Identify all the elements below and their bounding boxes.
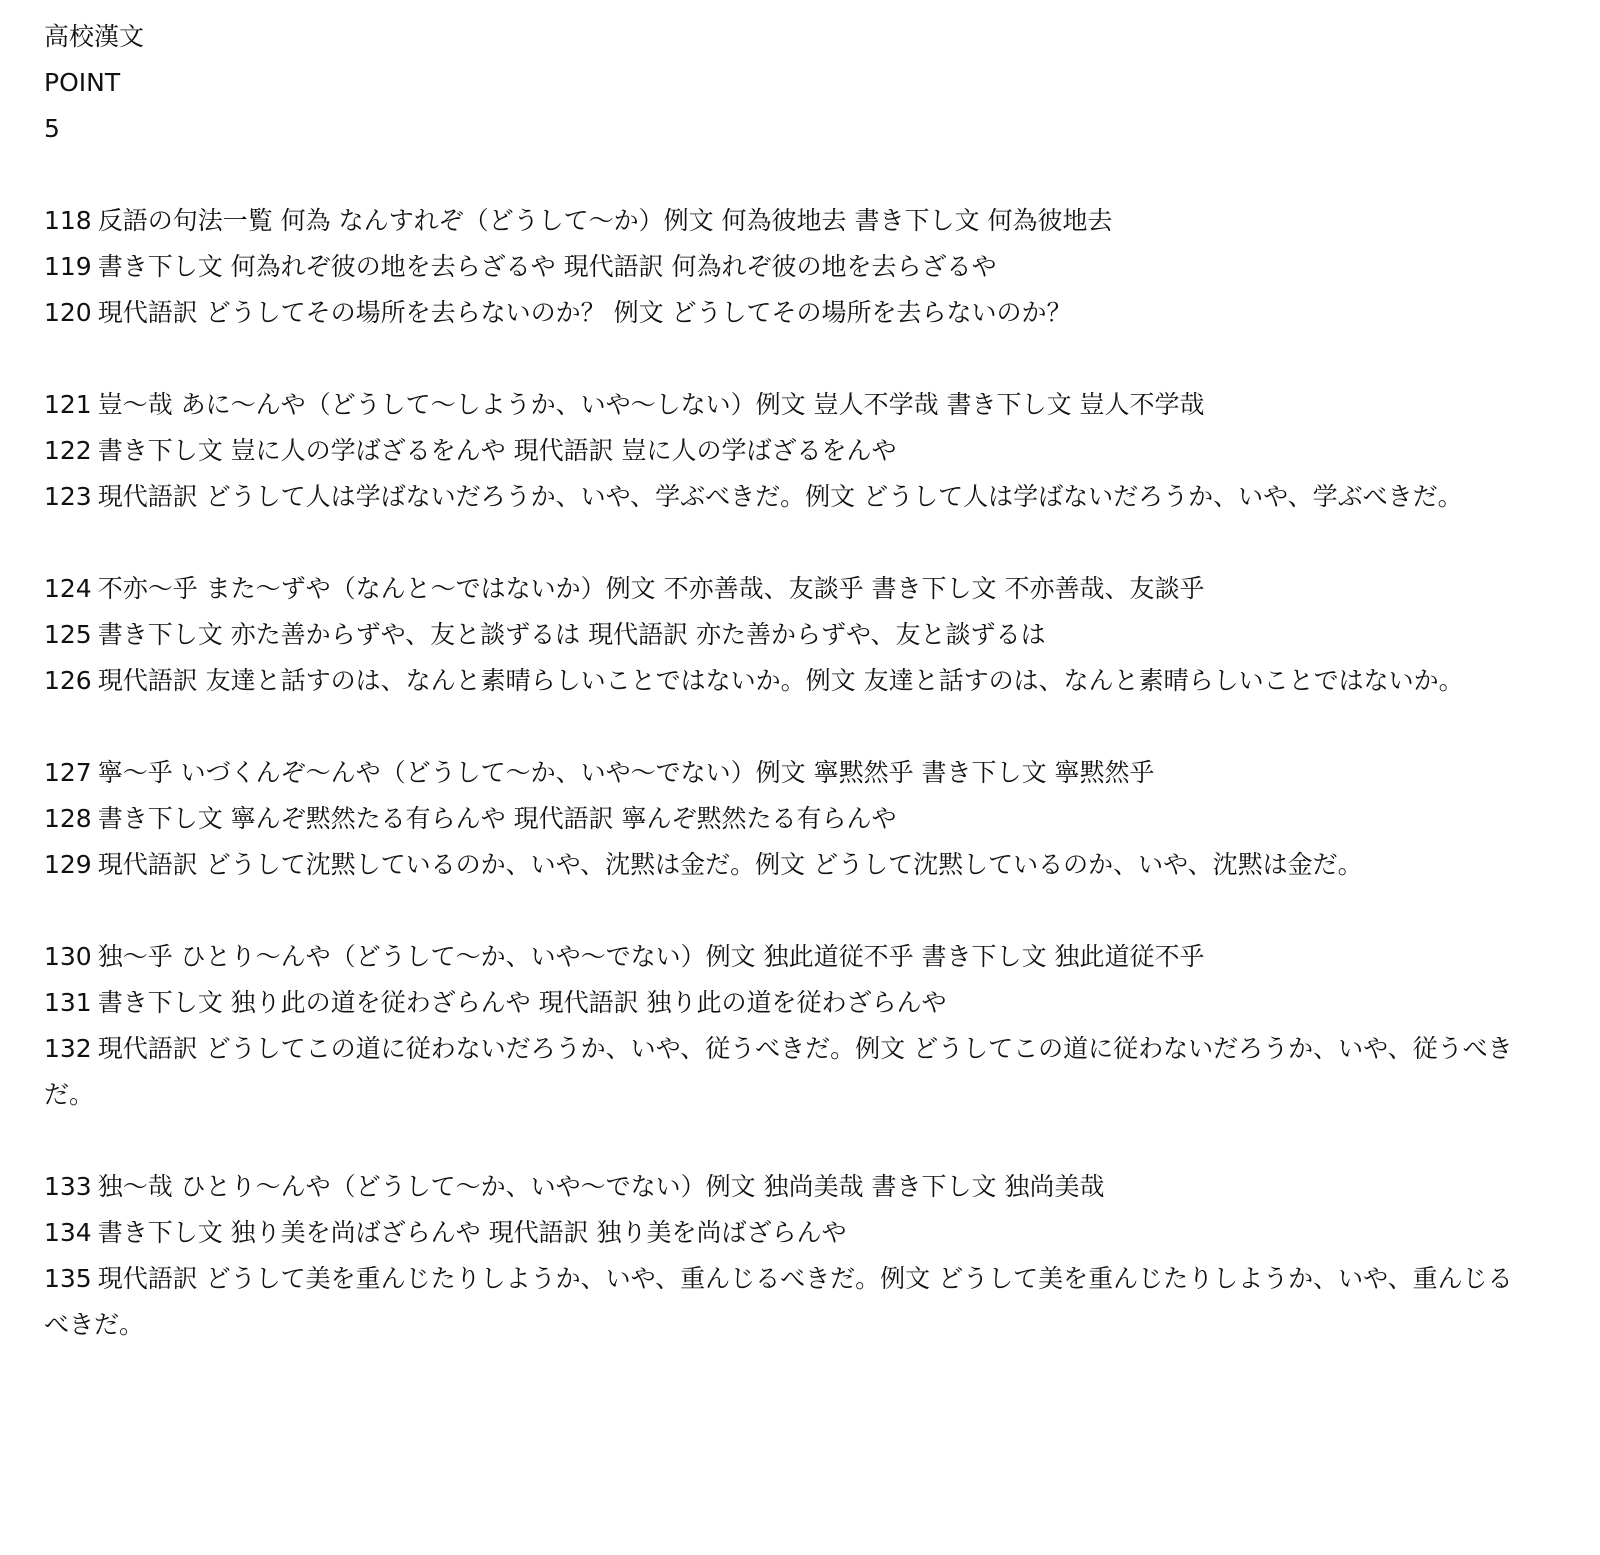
line-number: 123 [44,482,92,511]
line-number: 120 [44,298,92,327]
numbered-line [44,1164,1514,1210]
numbered-line [44,1026,1514,1118]
line-text: 書き下し文 亦た善からずや、友と談ずるは 現代語訳 亦た善からずや、友と談ずるは [97,620,1046,649]
line-text: 現代語訳 どうしてその場所を去らないのか？ 例文 どうしてその場所を去らないのか？ [97,298,1072,327]
numbered-line [44,980,1514,1026]
line-number: 131 [44,988,92,1017]
line-number: 126 [44,666,92,695]
line-text: 書き下し文 独り美を尚ばざらんや 現代語訳 独り美を尚ばざらんや [97,1218,847,1247]
grammar-group-nanzurezo [44,198,1556,336]
numbered-line [44,290,1514,336]
numbered-line [44,1210,1514,1256]
line-text: 独〜哉 ひとり〜んや（どうして〜か、いや〜でない）例文 独尚美哉 書き下し文 独尚美哉 [97,1172,1105,1201]
numbered-line [44,198,1514,244]
line-text: 書き下し文 豈に人の学ばざるをんや 現代語訳 豈に人の学ばざるをんや [97,436,897,465]
line-number: 133 [44,1172,92,1201]
numbered-line [44,382,1514,428]
numbered-line [44,934,1514,980]
numbered-line [44,474,1514,520]
document-header [44,14,1556,152]
line-text: 現代語訳 どうして美を重んじたりしようか、いや、重んじるべきだ。例文 どうして美を重んじたりしようか、いや、重んじるべきだ。 [44,1264,1513,1339]
line-number: 119 [44,252,92,281]
numbered-line [44,750,1514,796]
line-number: 128 [44,804,92,833]
line-number: 122 [44,436,92,465]
numbered-line [44,842,1514,888]
numbered-line [44,796,1514,842]
line-text: 書き下し文 独り此の道を従わざらんや 現代語訳 独り此の道を従わざらんや [97,988,947,1017]
line-text: 現代語訳 どうしてこの道に従わないだろうか、いや、従うべきだ。例文 どうしてこの道に従わないだろうか、いや、従うべきだ。 [44,1034,1513,1109]
grammar-group-izukunzo [44,750,1556,888]
grammar-group-hitori-kana [44,1164,1556,1348]
point-label: POINT [44,68,121,97]
line-number: 130 [44,942,92,971]
grammar-group-mata-zuya [44,566,1556,704]
line-number: 127 [44,758,92,787]
line-number: 121 [44,390,92,419]
grammar-group-ani [44,382,1556,520]
line-number: 118 [44,206,92,235]
numbered-line [44,244,1514,290]
line-number: 124 [44,574,92,603]
line-text: 反語の句法一覧 何為 なんすれぞ（どうして〜か）例文 何為彼地去 書き下し文 何為彼地去 [97,206,1113,235]
line-number: 125 [44,620,92,649]
line-text: 現代語訳 友達と話すのは、なんと素晴らしいことではないか。例文 友達と話すのは、なんと素晴らしいことではないか。 [97,666,1464,695]
line-text: 不亦〜乎 また〜ずや（なんと〜ではないか）例文 不亦善哉、友談乎 書き下し文 不亦善哉、友談乎 [97,574,1205,603]
numbered-line [44,428,1514,474]
line-text: 書き下し文 寧んぞ黙然たる有らんや 現代語訳 寧んぞ黙然たる有らんや [97,804,897,833]
line-number: 129 [44,850,92,879]
line-text: 現代語訳 どうして人は学ばないだろうか、いや、学ぶべきだ。例文 どうして人は学ばないだろうか、いや、学ぶべきだ。 [97,482,1463,511]
numbered-line [44,658,1514,704]
subject-title: 高校漢文 [44,22,145,51]
numbered-line [44,612,1514,658]
numbered-line [44,566,1514,612]
line-text: 現代語訳 どうして沈黙しているのか、いや、沈黙は金だ。例文 どうして沈黙しているのか、いや、沈黙は金だ。 [97,850,1363,879]
grammar-group-hitori-ko [44,934,1556,1118]
line-text: 寧〜乎 いづくんぞ〜んや（どうして〜か、いや〜でない）例文 寧黙然乎 書き下し文 寧黙然乎 [97,758,1155,787]
line-text: 書き下し文 何為れぞ彼の地を去らざるや 現代語訳 何為れぞ彼の地を去らざるや [97,252,997,281]
point-number: 5 [44,114,60,143]
numbered-line [44,1256,1514,1348]
line-number: 135 [44,1264,92,1293]
line-text: 豈〜哉 あに〜んや（どうして〜しようか、いや〜しない）例文 豈人不学哉 書き下し文 豈人不学哉 [97,390,1205,419]
line-text: 独〜乎 ひとり〜んや（どうして〜か、いや〜でない）例文 独此道従不乎 書き下し文 独此道従不乎 [97,942,1205,971]
line-number: 134 [44,1218,92,1247]
line-number: 132 [44,1034,92,1063]
